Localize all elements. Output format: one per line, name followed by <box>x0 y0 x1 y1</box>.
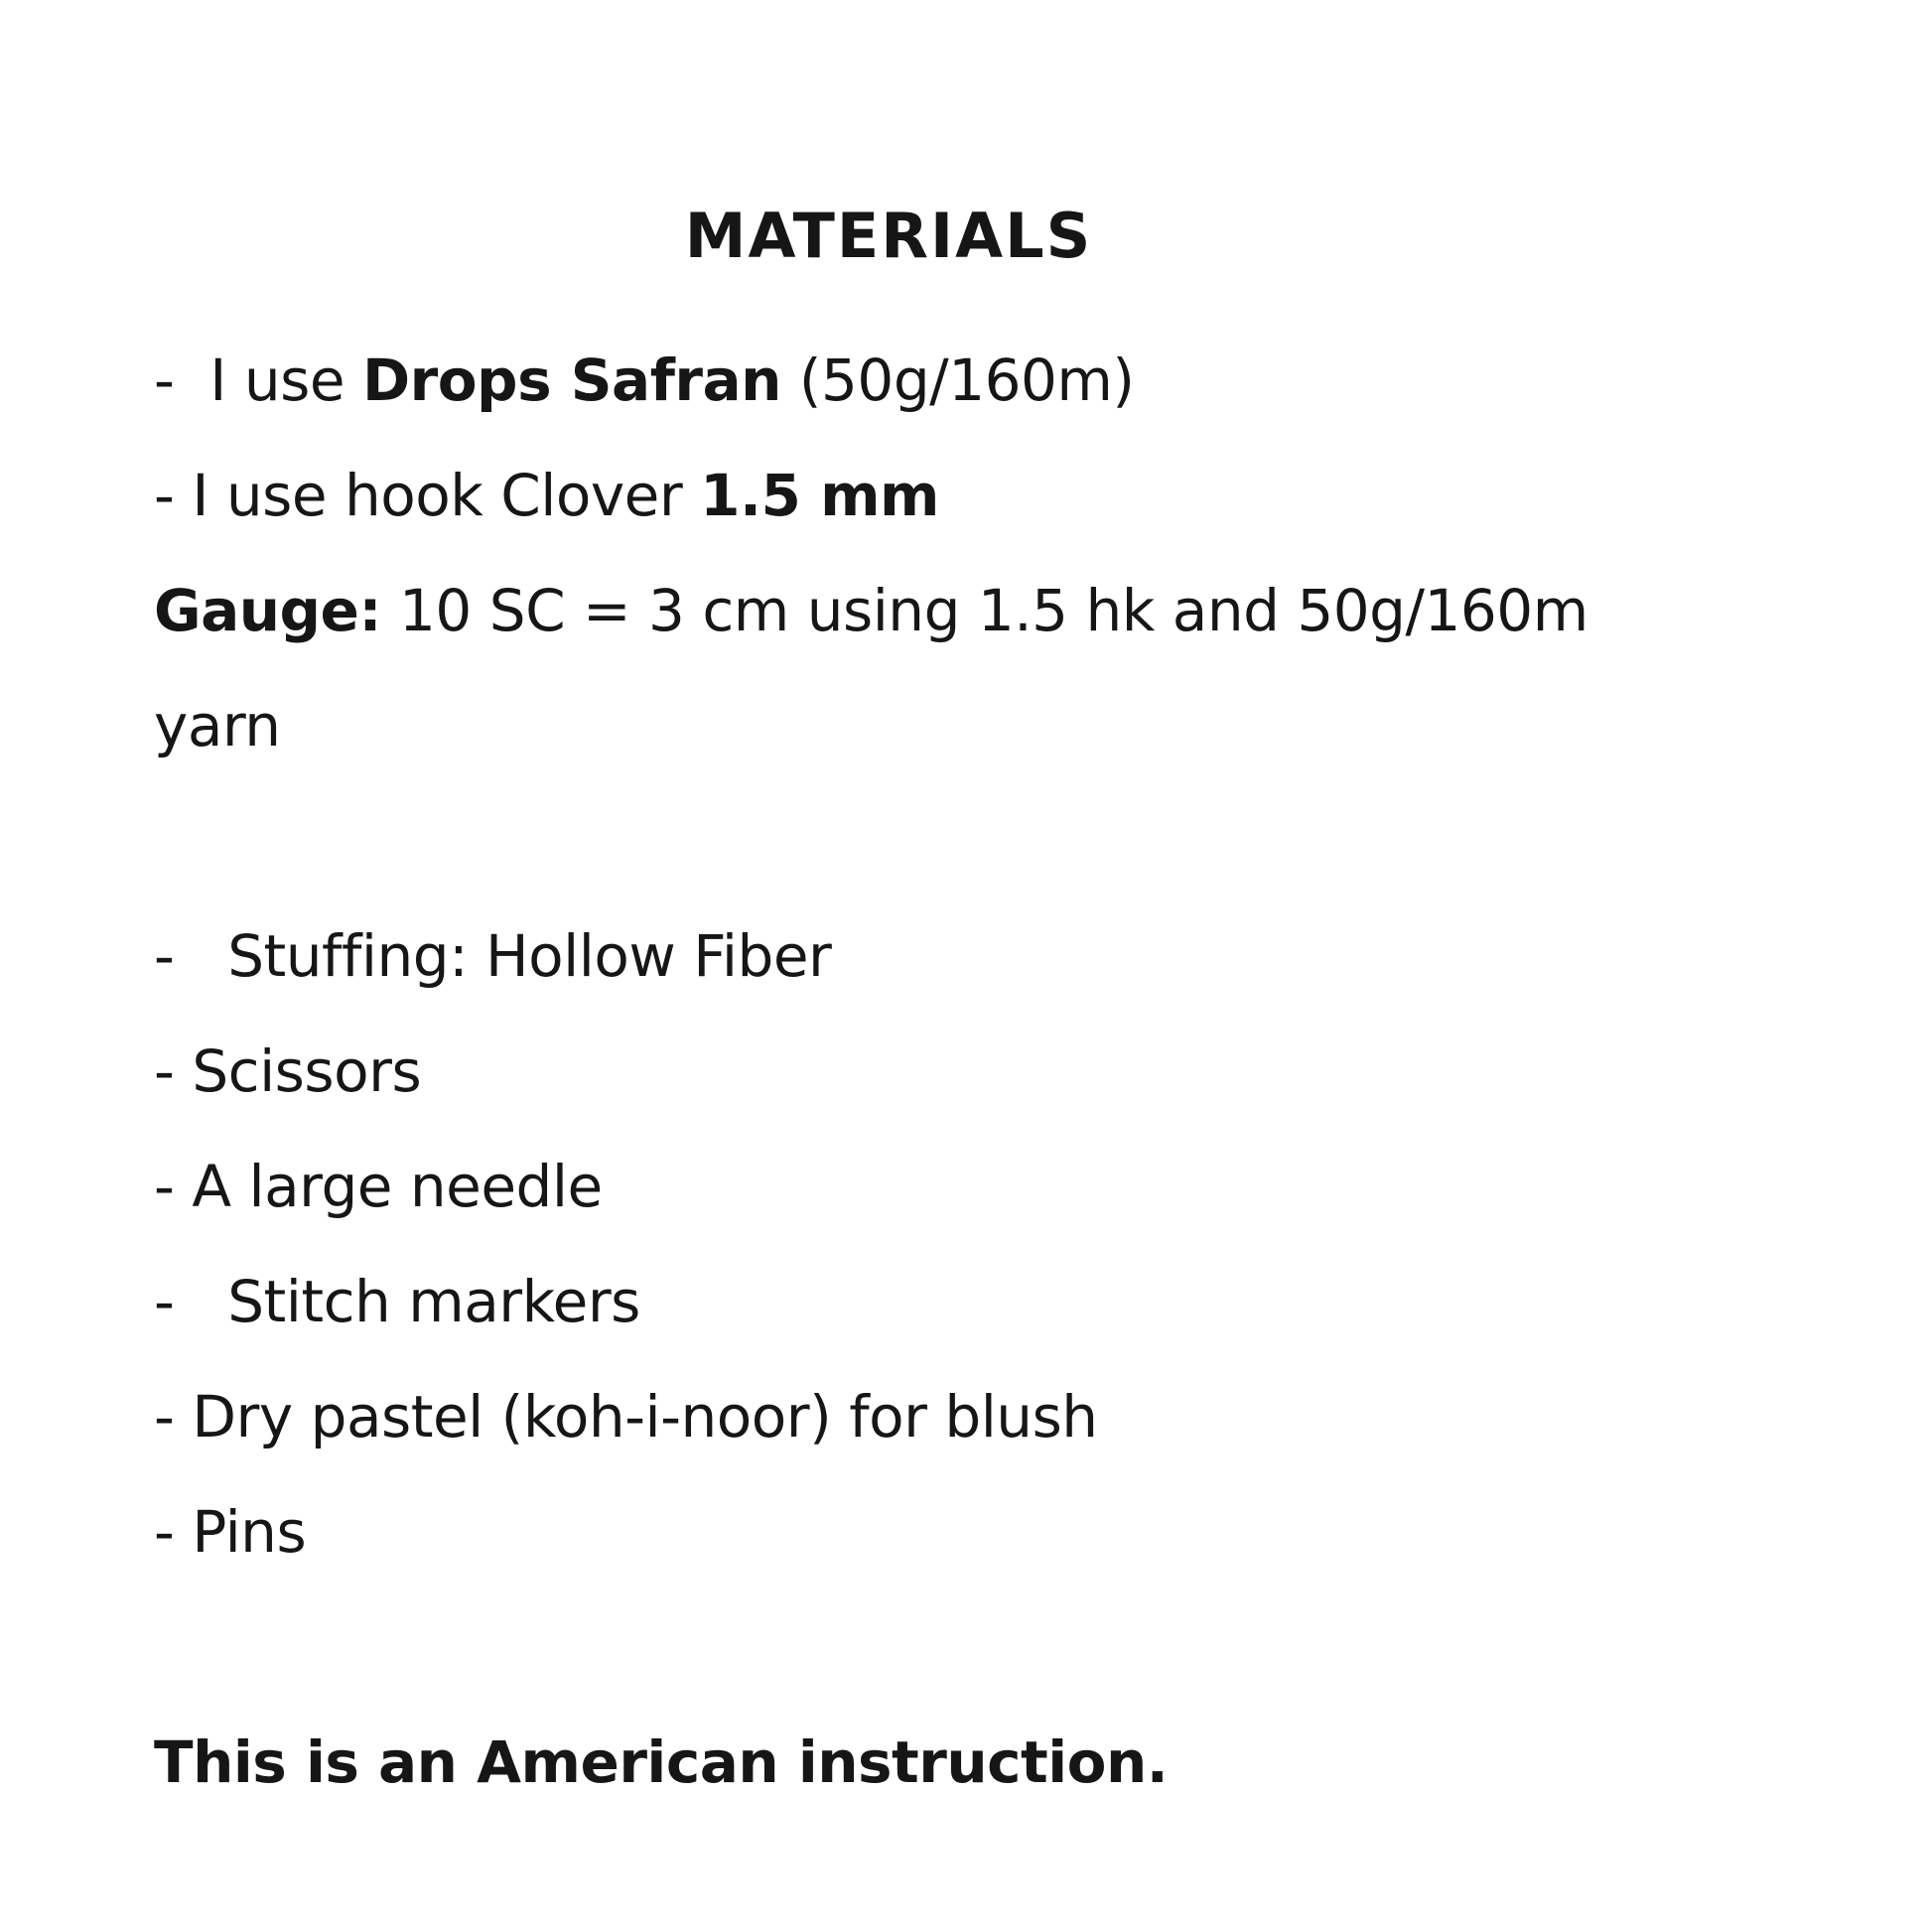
text-line <box>154 1014 1623 1129</box>
text-line <box>154 553 1623 668</box>
text-segment: yarn <box>154 692 281 759</box>
bold-text-segment: This is an American instruction. <box>154 1728 1169 1796</box>
text-line <box>154 898 1623 1014</box>
materials-section <box>154 169 1623 1820</box>
text-line <box>154 1129 1623 1244</box>
bold-text-segment: Gauge: <box>154 577 382 644</box>
text-segment: - A large needle <box>154 1153 603 1220</box>
text-segment: - I use hook Clover <box>154 462 701 529</box>
bold-text-segment: Drops Safran <box>361 346 781 414</box>
text-segment: - Dry pastel (koh-i-noor) for blush <box>154 1383 1098 1450</box>
text-segment: - Stitch markers <box>154 1268 640 1335</box>
text-segment: - Scissors <box>154 1037 422 1105</box>
text-line <box>154 438 1623 553</box>
text-line <box>154 668 1623 783</box>
text-line <box>154 1705 1623 1820</box>
blank-line <box>154 783 1623 898</box>
text-line <box>154 1359 1623 1474</box>
materials-list <box>154 323 1623 1820</box>
text-segment: - Stuffing: Hollow Fiber <box>154 922 832 990</box>
text-line <box>154 1474 1623 1589</box>
blank-line <box>154 1589 1623 1705</box>
text-line <box>154 1244 1623 1359</box>
bold-text-segment: 1.5 mm <box>700 462 939 529</box>
text-segment: - I use <box>154 346 362 414</box>
page-title: MATERIALS <box>684 200 1093 272</box>
text-segment: 10 SC = 3 cm using 1.5 hk and 50g/160m <box>381 577 1588 644</box>
text-segment: (50g/160m) <box>780 346 1135 414</box>
text-line <box>154 323 1623 438</box>
text-segment: - Pins <box>154 1498 307 1566</box>
